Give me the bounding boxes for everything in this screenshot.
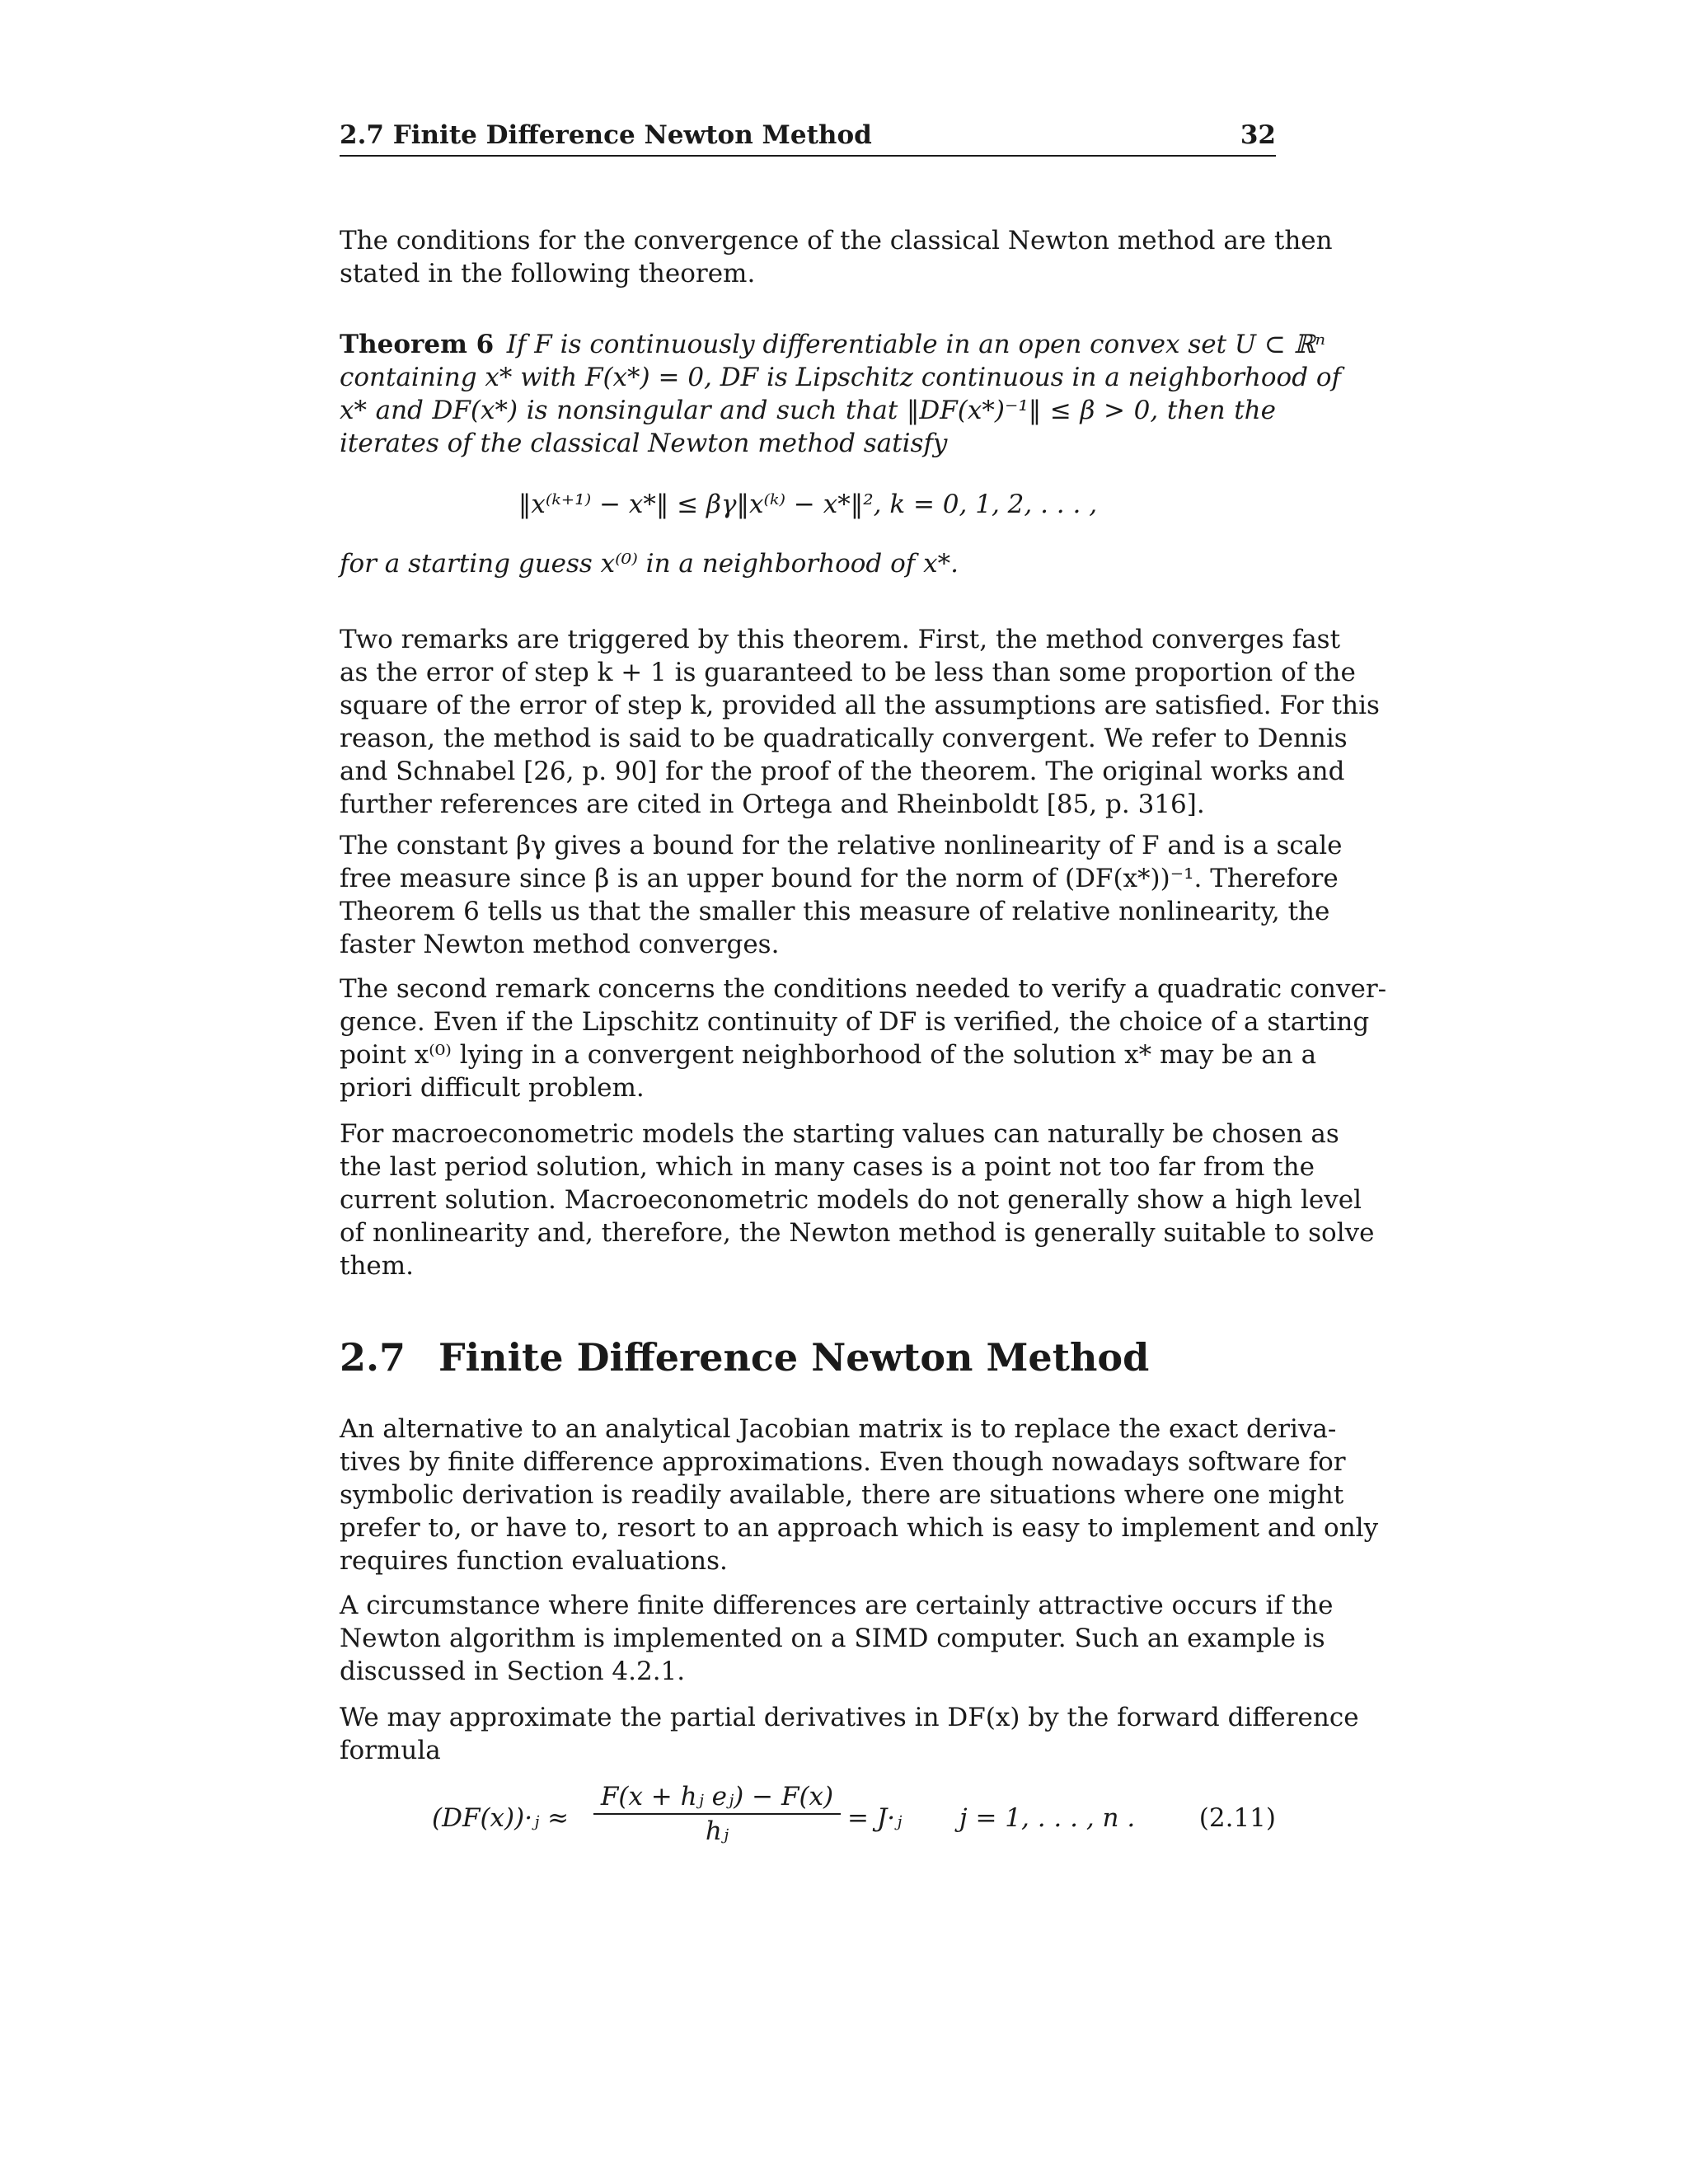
running-head <box>340 120 1276 157</box>
formula-lhs: (DF(x))·ⱼ ≈ <box>432 1803 570 1833</box>
forward-difference-formula <box>340 1780 1276 1854</box>
formula-index-range: j = 1, . . . , n . <box>959 1803 1136 1833</box>
section-number: 2.7 <box>340 1335 406 1380</box>
theorem-statement <box>340 328 1342 460</box>
formula-rhs: = J·ⱼ <box>847 1803 903 1833</box>
text-line: symbolic derivation is readily available, there are situations where one might <box>340 1480 1344 1510</box>
text-line: A circumstance where finite differences are certainly attractive occurs if the <box>340 1591 1334 1620</box>
text-line: An alternative to an analytical Jacobian matrix is to replace the exact deriva- <box>340 1414 1337 1444</box>
paragraph <box>340 1589 1334 1688</box>
theorem-line: x* and DF(x*) is nonsingular and such that ‖DF(x*)⁻¹‖ ≤ β > 0, then the <box>340 396 1276 425</box>
theorem-line: for a starting guess x⁽⁰⁾ in a neighborhood of x*. <box>340 549 959 579</box>
theorem-label: Theorem 6 <box>340 330 495 359</box>
text-line: prefer to, or have to, resort to an approach which is easy to implement and only <box>340 1513 1379 1543</box>
intro-paragraph <box>340 224 1333 290</box>
text-line: stated in the following theorem. <box>340 259 756 288</box>
text-line: free measure since β is an upper bound for the norm of (DF(x*))⁻¹. Therefore <box>340 864 1339 893</box>
equation-number: (2.11) <box>1198 1803 1276 1833</box>
text-line: Newton algorithm is implemented on a SIMD computer. Such an example is <box>340 1624 1325 1653</box>
formula-denominator: hⱼ <box>705 1816 729 1846</box>
text-line: reason, the method is said to be quadratically convergent. We refer to Dennis <box>340 724 1348 753</box>
text-line: them. <box>340 1251 415 1281</box>
text-line: Two remarks are triggered by this theorem. First, the method converges fast <box>340 625 1341 654</box>
text-line: point x⁽⁰⁾ lying in a convergent neighborhood of the solution x* may be an a <box>340 1040 1317 1070</box>
text-line: discussed in Section 4.2.1. <box>340 1657 686 1686</box>
paragraph <box>340 623 1380 821</box>
text-line: priori difficult problem. <box>340 1073 645 1103</box>
paragraph <box>340 1413 1379 1577</box>
paragraph <box>340 1701 1359 1767</box>
theorem-inequality: ‖x⁽ᵏ⁺¹⁾ − x*‖ ≤ βγ‖x⁽ᵏ⁾ − x*‖², k = 0, 1, 2, . . . , <box>518 490 1098 519</box>
theorem-line: containing x* with F(x*) = 0, DF is Lipschitz continuous in a neighborhood of <box>340 363 1342 392</box>
text-line: faster Newton method converges. <box>340 930 780 959</box>
running-head-title: 2.7 Finite Difference Newton Method <box>340 120 872 150</box>
text-line: gence. Even if the Lipschitz continuity of DF is verified, the choice of a starting <box>340 1007 1370 1037</box>
text-line: tives by finite difference approximations. Even though nowadays software for <box>340 1447 1346 1477</box>
paragraph <box>340 1118 1375 1282</box>
text-line: formula <box>340 1736 441 1765</box>
text-line: of nonlinearity and, therefore, the Newton method is generally suitable to solve <box>340 1218 1375 1248</box>
section-heading <box>340 1335 1149 1380</box>
text-line: For macroeconometric models the starting values can naturally be chosen as <box>340 1119 1339 1149</box>
text-line: as the error of step k + 1 is guaranteed to be less than some proportion of the <box>340 658 1356 687</box>
text-line: further references are cited in Ortega and Rheinboldt [85, p. 316]. <box>340 790 1205 819</box>
formula-fraction <box>593 1780 841 1848</box>
section-title: Finite Difference Newton Method <box>438 1335 1150 1380</box>
text-line: and Schnabel [26, p. 90] for the proof of the theorem. The original works and <box>340 757 1345 786</box>
text-line: The conditions for the convergence of the classical Newton method are then <box>340 226 1333 255</box>
text-line: The second remark concerns the conditions needed to verify a quadratic conver- <box>340 974 1387 1004</box>
theorem-closing <box>340 547 1276 580</box>
formula-numerator: F(x + hⱼ eⱼ) − F(x) <box>593 1780 841 1815</box>
text-line: requires function evaluations. <box>340 1546 728 1576</box>
theorem-text: If F is continuously differentiable in an open convex set U ⊂ ℝⁿ <box>506 330 1326 359</box>
paragraph <box>340 829 1343 961</box>
text-line: current solution. Macroeconometric models do not generally show a high level <box>340 1185 1362 1215</box>
text-line: Theorem 6 tells us that the smaller this measure of relative nonlinearity, the <box>340 897 1330 926</box>
page-number: 32 <box>1240 120 1276 150</box>
text-line: the last period solution, which in many cases is a point not too far from the <box>340 1152 1315 1182</box>
text-line: We may approximate the partial derivatives in DF(x) by the forward difference <box>340 1703 1359 1732</box>
theorem-line <box>340 328 1326 361</box>
text-line: The constant βγ gives a bound for the relative nonlinearity of F and is a scale <box>340 831 1343 860</box>
theorem-line: iterates of the classical Newton method satisfy <box>340 429 948 458</box>
text-line: square of the error of step k, provided all the assumptions are satisfied. For this <box>340 691 1380 720</box>
paragraph <box>340 972 1387 1104</box>
